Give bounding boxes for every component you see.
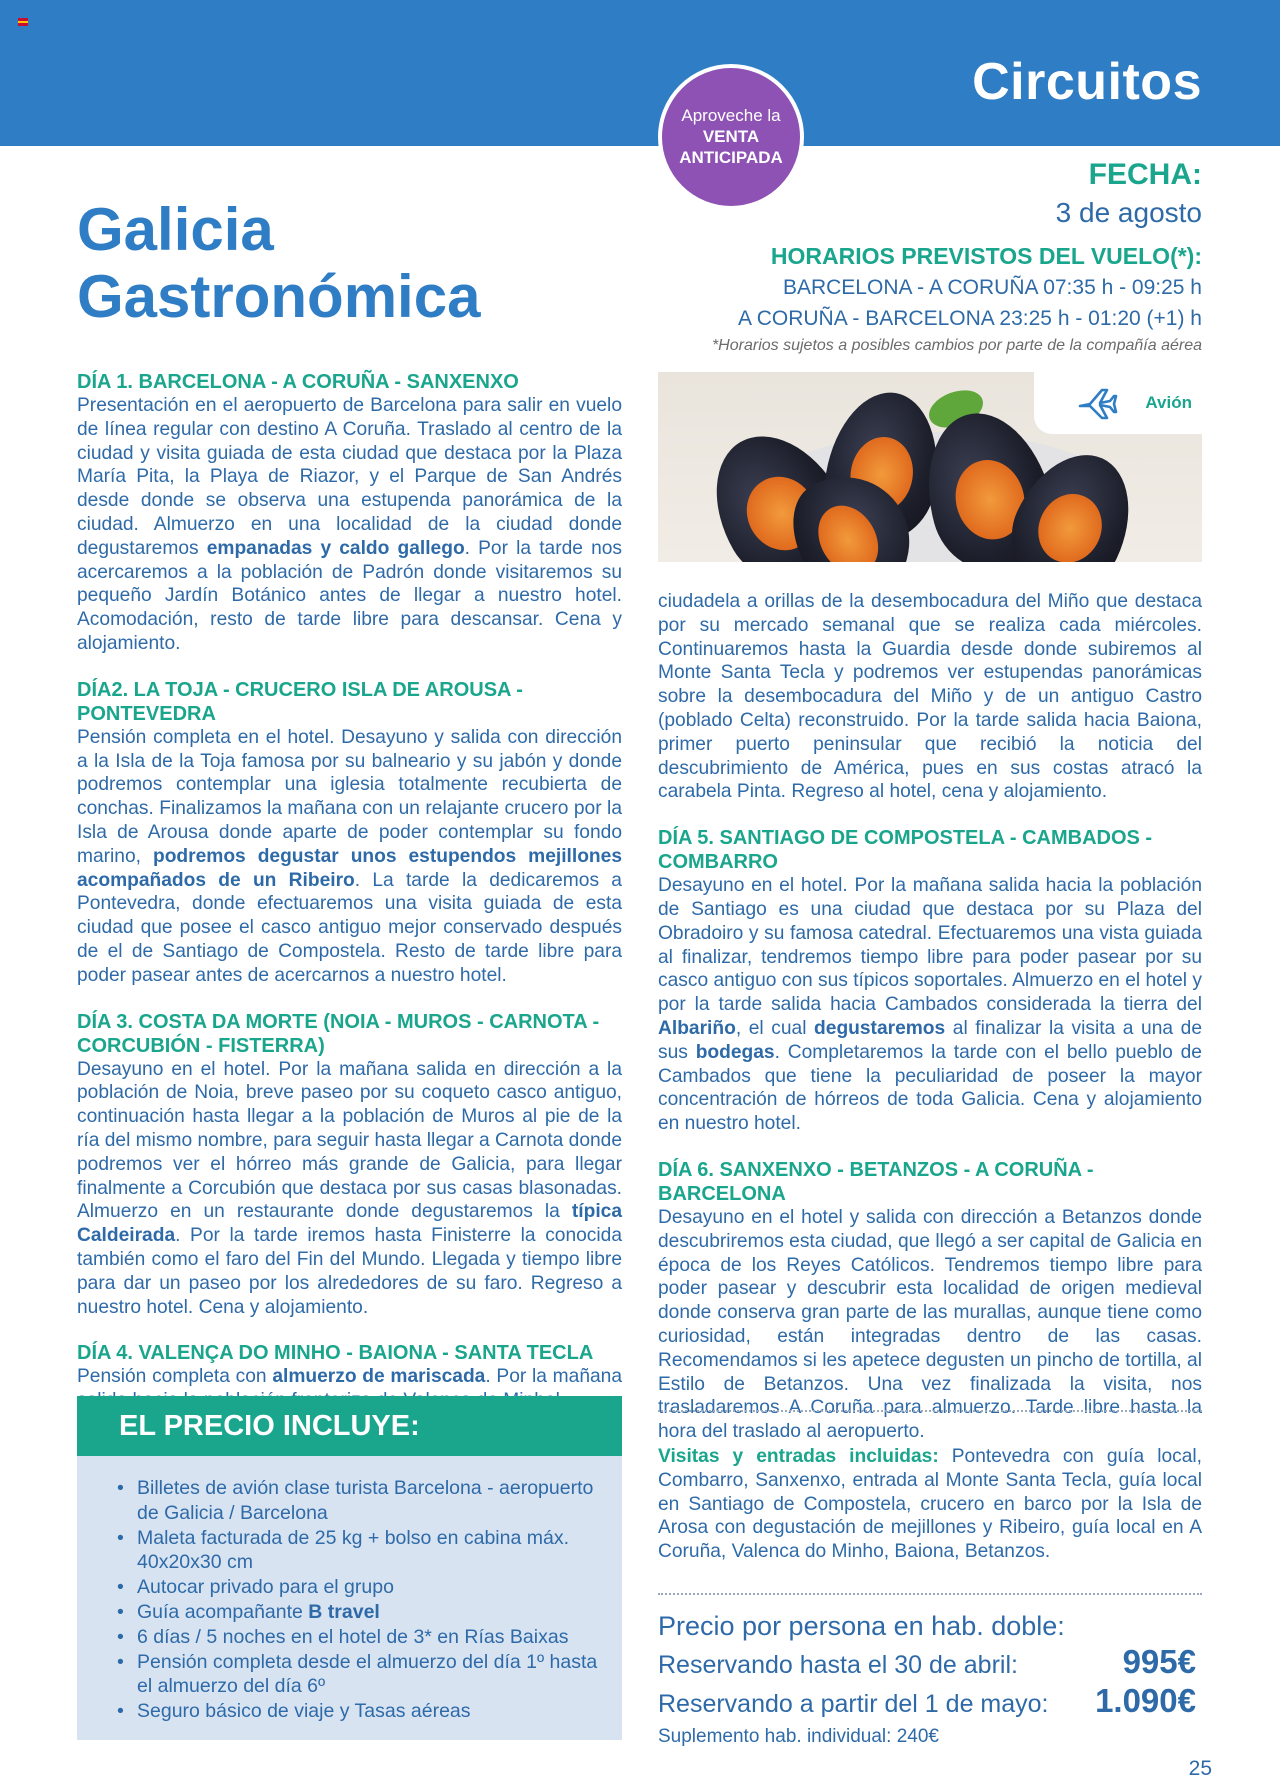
header-bar xyxy=(0,0,1280,146)
day-text: Presentación en el aeropuerto de Barcelona para salir en vuelo de línea regular con destino A Coruña. Traslado al centro de la ciudad y visita guiada de esta ciudad que destaca por la Plaza María Pita, la Playa de Riazor, y el Parque de San Andrés desde donde se observa una estupenda panorámica de la ciudad. Almuerzo en una localidad de la ciudad donde degustaremos empanadas y caldo gallego. Por la tarde nos acercaremos a la población de Padrón donde visitaremos su pequeño Jardín Botánico antes de llegar a nuestro hotel. Acomodación, resto de tarde libre para descansar. Cena y alojamiento. xyxy=(77,395,623,654)
day-title: DÍA 6. SANXENXO - BETANZOS - A CORUÑA - BARCELONA xyxy=(658,1158,1094,1205)
date-value: 3 de agosto xyxy=(1055,197,1202,228)
price-includes-title: EL PRECIO INCLUYE: xyxy=(77,1396,622,1456)
transport-tag xyxy=(1034,372,1202,434)
guide-brand: B travel xyxy=(308,1600,380,1623)
date-label: FECHA: xyxy=(1088,158,1202,191)
day-text: Desayuno en el hotel. Por la mañana salida en dirección a la población de Noia, breve paseo por su coqueto casco antiguo, continuación hasta llegar a la población de Muros al pie de la ría del mismo nombre, para seguir hasta llegar a Carnota donde podremos ver el hórreo más grande de Galicia, para llegar finalmente a Corcubión que destaca por sus casas blasonadas. Almuerzo en un restaurante donde degustaremos la típica Caldeirada. Por la tarde iremos hasta Finisterre la conocida también como el faro del Fin del Mundo. Llegada y tiempo libre para dar un paseo por los alrededores de su faro. Regreso a nuestro hotel. Cena y alojamiento. xyxy=(77,1058,623,1318)
price-value: 1.090€ xyxy=(1095,1682,1196,1719)
divider xyxy=(658,1593,1202,1595)
day-title: DÍA 5. SANTIAGO DE COMPOSTELA - CAMBADOS - COMBARRO xyxy=(658,827,1153,874)
list-item: • Seguro básico de viaje y Tasas aéreas xyxy=(117,1699,602,1724)
page-number: 25 xyxy=(1188,1757,1212,1780)
price-includes-box xyxy=(77,1396,622,1740)
day-text: Desayuno en el hotel. Por la mañana salida hacia la población de Santiago es una ciudad que destaca por su Plaza del Obradoiro y su famosa catedral. Efectuaremos una vista guiada al finalizar, tendremos tiempo libre para poder pasear por su casco antiguo con sus típicos soportales. Almuerzo en el hotel y por la tarde salida hacia Cambados considerada la tierra del Albariño, el cual degustaremos al finalizar la visita a una de sus bodegas. Completaremos la tarde con el bello pueblo de Cambados que tiene la peculiaridad de poseer la mayor concentración de hórreos de toda Galicia. Cena y alojamiento en nuestro hotel. xyxy=(658,875,1202,1135)
included-visits-label: Visitas y entradas incluidas: xyxy=(658,1446,939,1467)
list-item: • 6 días / 5 noches en el hotel de 3* en Rías Baixas xyxy=(117,1625,602,1650)
included-visits-text: Pontevedra con guía local, Combarro, Sanxenxo, entrada al Monte Santa Tecla, guía local en Santiago de Compostela, crucero en barco por la Isla de Arosa con degustación de mejillones y Ribeiro, guía local en A Coruña, Valenca do Minho, Baiona, Betanzos. xyxy=(658,1446,1202,1563)
day-4-continued xyxy=(658,590,1202,804)
day-text: Desayuno en el hotel y salida con dirección a Betanzos donde descubriremos esta ciudad, que llegó a ser capital de Galicia en época de los Reyes Católicos. Tendremos tiempo libre para poder pasear y descubrir esta localidad de origen medieval donde conserva gran parte de las murallas, aunque tiene como curiosidad, están integradas dentro de las casas. Recomendamos si les apetece degusten un pincho de tortilla, al Estilo de Betanzos. Una vez finalizada la visita, nos trasladaremos A Coruña para almuerzo. Tarde libre hasta la hora del traslado al aeropuerto. xyxy=(658,1206,1202,1443)
flight-info xyxy=(642,156,1202,358)
airplane-icon xyxy=(1074,384,1118,424)
day-2 xyxy=(77,678,622,988)
price-value: 995€ xyxy=(1122,1643,1196,1680)
price-section xyxy=(658,1608,1202,1752)
included-visits xyxy=(658,1445,1202,1564)
day-3 xyxy=(77,1010,622,1320)
return-flight: A CORUÑA - BARCELONA 23:25 h - 01:20 (+1) h xyxy=(738,307,1202,330)
itinerary-left-column xyxy=(77,370,622,1435)
price-row-early xyxy=(658,1644,1202,1683)
divider xyxy=(658,1410,1202,1412)
day-text: Pensión completa en el hotel. Desayuno y salida con dirección a la Isla de la Toja famosa por su balneario y su jabón y donde podremos contemplar una iglesia totalmente recubierta de conchas. Finalizamos la mañana con un relajante crucero por la Isla de Arousa donde aparte de poder contemplar su fondo marino, podremos degustar unos estupendos mejillones acompañados de un Ribeiro. La tarde la dedicaremos a Pontevedra, donde efectuaremos una visita guiada de esta ciudad que posee el casco antiguo mejor conservado después de el de Santiago de Compostela. Resto de tarde libre para poder pasear antes de acercarnos a nuestro hotel. xyxy=(77,726,622,986)
badge-line-1: Aprovechе la xyxy=(681,106,781,125)
spain-flag-icon xyxy=(18,18,28,26)
outbound-flight: BARCELONA - A CORUÑA 07:35 h - 09:25 h xyxy=(782,276,1202,299)
price-label: Reservando a partir del 1 de mayo: xyxy=(658,1690,1049,1718)
day-5 xyxy=(658,826,1202,1136)
price-label: Reservando hasta el 30 de abril: xyxy=(658,1651,1018,1679)
mussels-photo xyxy=(658,372,1202,562)
page-title xyxy=(77,196,637,330)
single-room-supplement: Suplemento hab. individual: 240€ xyxy=(658,1726,939,1747)
title-line-2: Gastronómica xyxy=(77,263,481,330)
list-item: • Guía acompañante B travel xyxy=(117,1600,602,1625)
list-item: • Maleta facturada de 25 kg + bolso en cabina máx. 40x20x30 cm xyxy=(117,1526,602,1576)
badge-line-3: ANTICIPADA xyxy=(679,148,783,167)
transport-label: Avión xyxy=(1145,393,1192,412)
flight-schedule-title: HORARIOS PREVISTOS DEL VUELO(*): xyxy=(770,243,1202,269)
day-title: DÍA 4. VALENÇA DO MINHO - BAIONA - SANTA TECLA xyxy=(77,1342,594,1365)
flight-note: *Horarios sujetos a posibles cambios por parte de la compañía aérea xyxy=(711,337,1202,354)
day-title: DÍA2. LA TOJA - CRUCERO ISLA DE AROUSA - PONTEVEDRA xyxy=(77,678,523,725)
section-title: Circuitos xyxy=(972,53,1202,111)
day-text: Pensión completa con almuerzo de mariscada. Por la mañana xyxy=(77,1366,623,1388)
day-title: DÍA 1. BARCELONA - A CORUÑA - SANXENXO xyxy=(77,371,519,393)
list-item: • Autocar privado para el grupo xyxy=(117,1575,602,1600)
day-title: DÍA 3. COSTA DA MORTE (NOIA - MUROS - CARNOTA - CORCUBIÓN - FISTERRA) xyxy=(77,1010,600,1057)
day-6 xyxy=(658,1158,1202,1444)
day-text: ciudadela a orillas de la desembocadura del Miño que destaca por su mercado semanal que se realiza cada miércoles. Continuaremos hasta la Guardia desde donde subiremos al Monte Santa Tecla y podremos ver estupendas panorámicas sobre la desembocadura del Miño y de un antiguo Castro (poblado Celta) reconstruido. Por la tarde salida hacia Baiona, primer puerto peninsular que recibió la noticia del descubrimiento de América, pues en sus costas atracó la carabela Pinta. Regreso al hotel, cena y alojamiento. xyxy=(658,591,1202,803)
list-item: • Pensión completa desde el almuerzo del día 1º hasta el almuerzo del día 6º xyxy=(117,1650,602,1700)
price-includes-list xyxy=(77,1456,622,1724)
price-title: Precio por persona en hab. doble: xyxy=(658,1611,1065,1641)
list-item: • Billetes de avión clase turista Barcelona - aeropuerto de Galicia / Barcelona xyxy=(117,1476,602,1526)
title-line-1: Galicia xyxy=(77,196,274,263)
price-row-late xyxy=(658,1683,1202,1722)
itinerary-right-column xyxy=(658,590,1202,1466)
badge-line-2: VENTA xyxy=(702,127,760,146)
day-1 xyxy=(77,370,622,656)
